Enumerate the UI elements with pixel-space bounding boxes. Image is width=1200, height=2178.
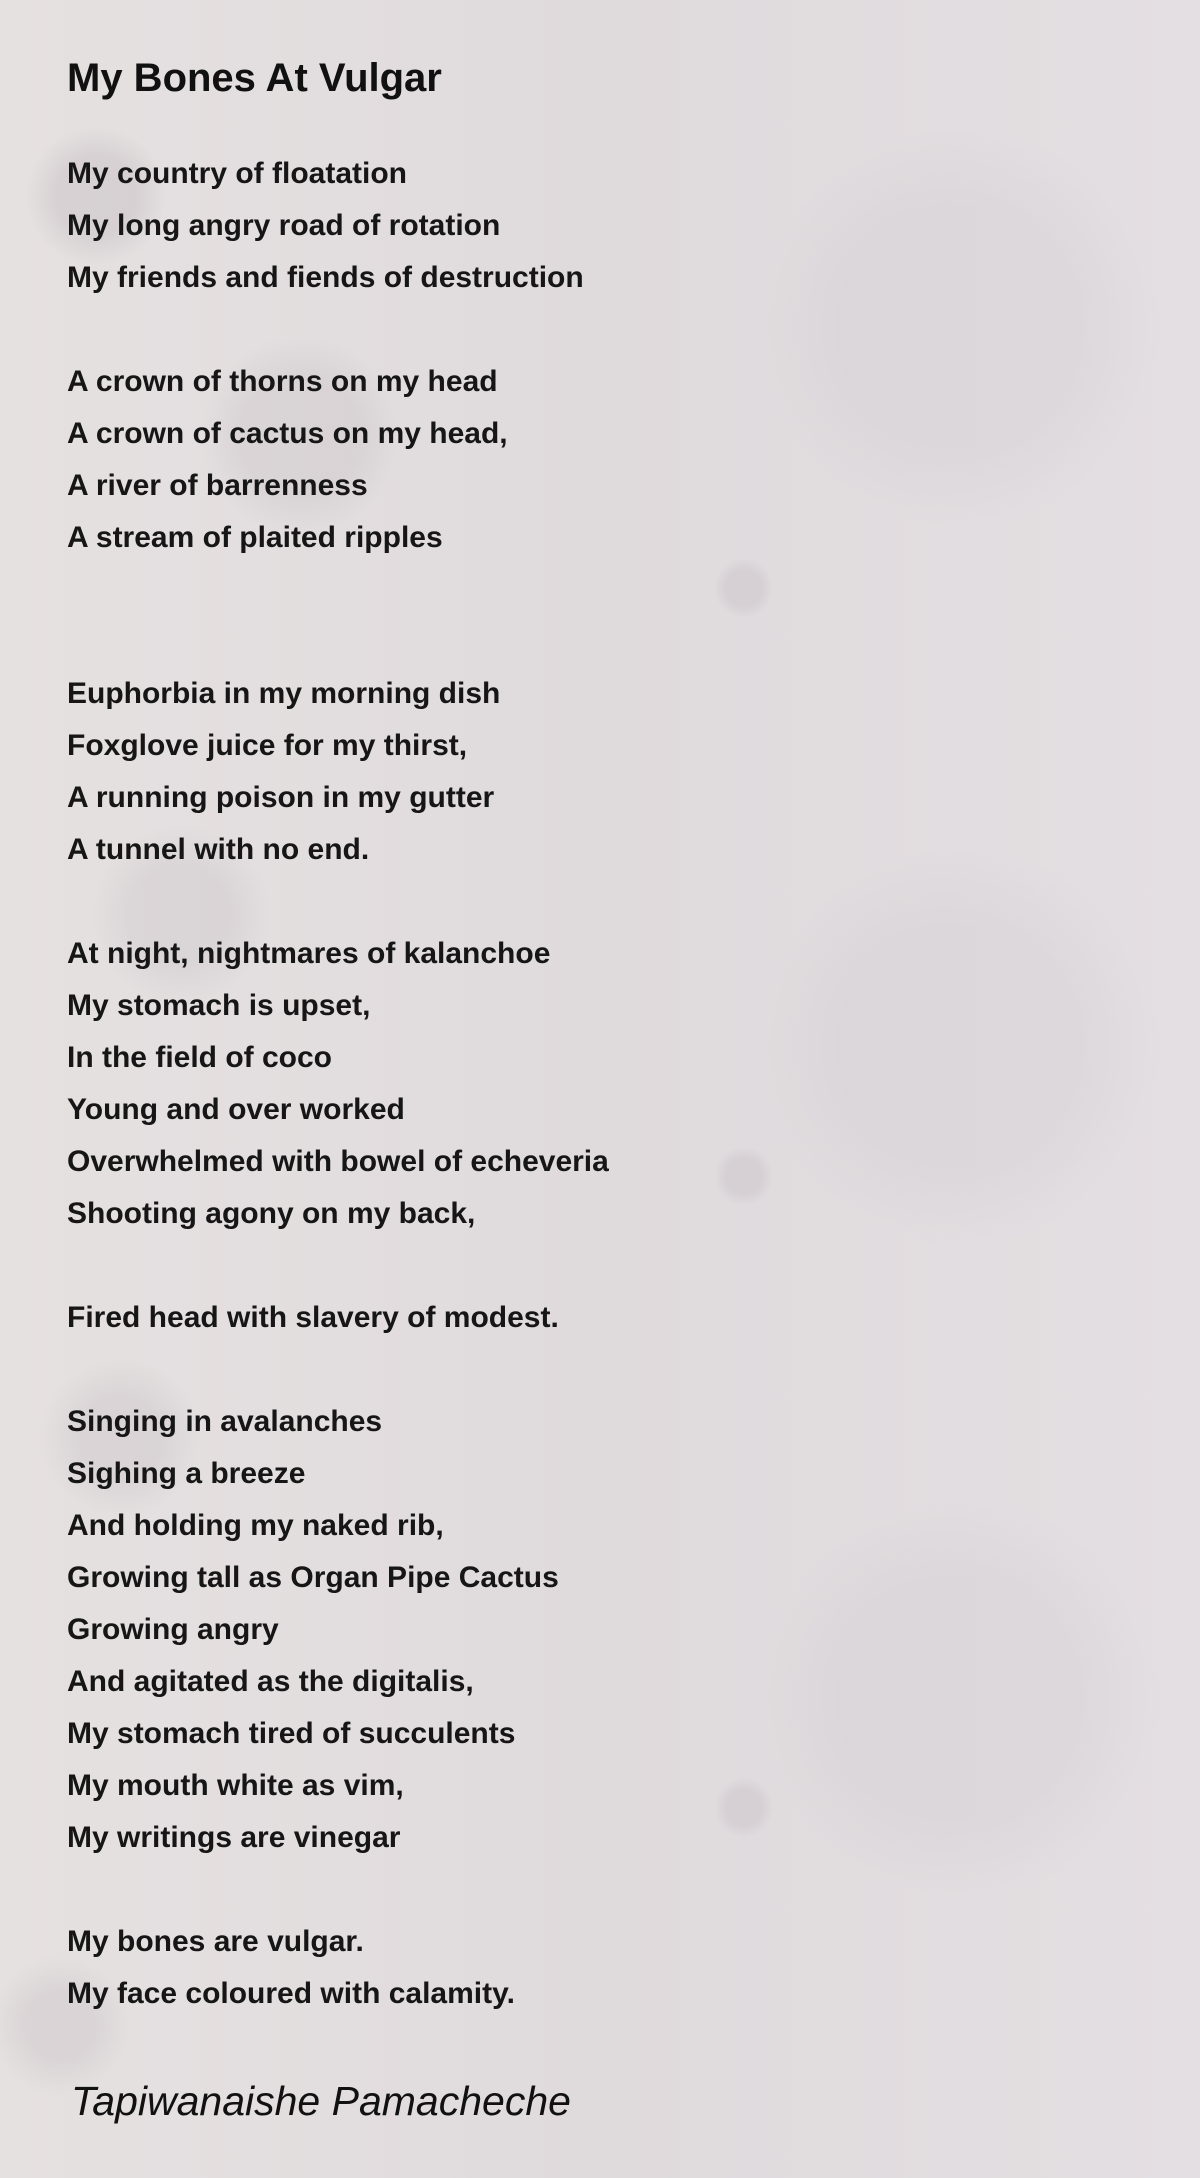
poem-line: Foxglove juice for my thirst, <box>67 729 468 762</box>
poem-line: My face coloured with calamity. <box>67 1977 515 2010</box>
poem-line: My mouth white as vim, <box>67 1769 404 1802</box>
poem-line: My long angry road of rotation <box>67 209 501 242</box>
poem-line: Shooting agony on my back, <box>67 1197 476 1230</box>
poem-body <box>67 148 609 2072</box>
poem-line: Young and over worked <box>67 1093 405 1126</box>
poem-line: Euphorbia in my morning dish <box>67 677 501 710</box>
poem-line: A crown of thorns on my head <box>67 365 498 398</box>
stanza <box>67 928 609 1240</box>
stanza <box>67 1396 609 1864</box>
poem-line: A river of barrenness <box>67 469 368 502</box>
poem-line: Overwhelmed with bowel of echeveria <box>67 1145 609 1178</box>
poem-line: Sighing a breeze <box>67 1457 306 1490</box>
poem-line: In the field of coco <box>67 1041 333 1074</box>
poem-line: Fired head with slavery of modest. <box>67 1301 559 1334</box>
stanza <box>67 356 609 564</box>
poem-line: And agitated as the digitalis, <box>67 1665 474 1698</box>
poem-line: Growing angry <box>67 1613 279 1646</box>
stanza <box>67 148 609 304</box>
poem-line: A running poison in my gutter <box>67 781 495 814</box>
stanza <box>67 1916 609 2020</box>
poem-author: Tapiwanaishe Pamacheche <box>71 2078 571 2124</box>
stanza <box>67 1292 609 1344</box>
poem-line: A stream of plaited ripples <box>67 521 443 554</box>
poem-line: My stomach tired of succulents <box>67 1717 516 1750</box>
poem-line: My friends and fiends of destruction <box>67 261 584 294</box>
poem-line: A crown of cactus on my head, <box>67 417 508 450</box>
stanza <box>67 668 609 876</box>
poem-line: My country of floatation <box>67 157 407 190</box>
poem-line: My stomach is upset, <box>67 989 371 1022</box>
poem-line: My writings are vinegar <box>67 1821 401 1854</box>
poem-line: And holding my naked rib, <box>67 1509 444 1542</box>
poem-title: My Bones At Vulgar <box>67 56 442 100</box>
poem-line: At night, nightmares of kalanchoe <box>67 937 551 970</box>
poem-line: A tunnel with no end. <box>67 833 370 866</box>
poem-line: My bones are vulgar. <box>67 1925 364 1958</box>
poem-line: Growing tall as Organ Pipe Cactus <box>67 1561 559 1594</box>
poem-line: Singing in avalanches <box>67 1405 383 1438</box>
